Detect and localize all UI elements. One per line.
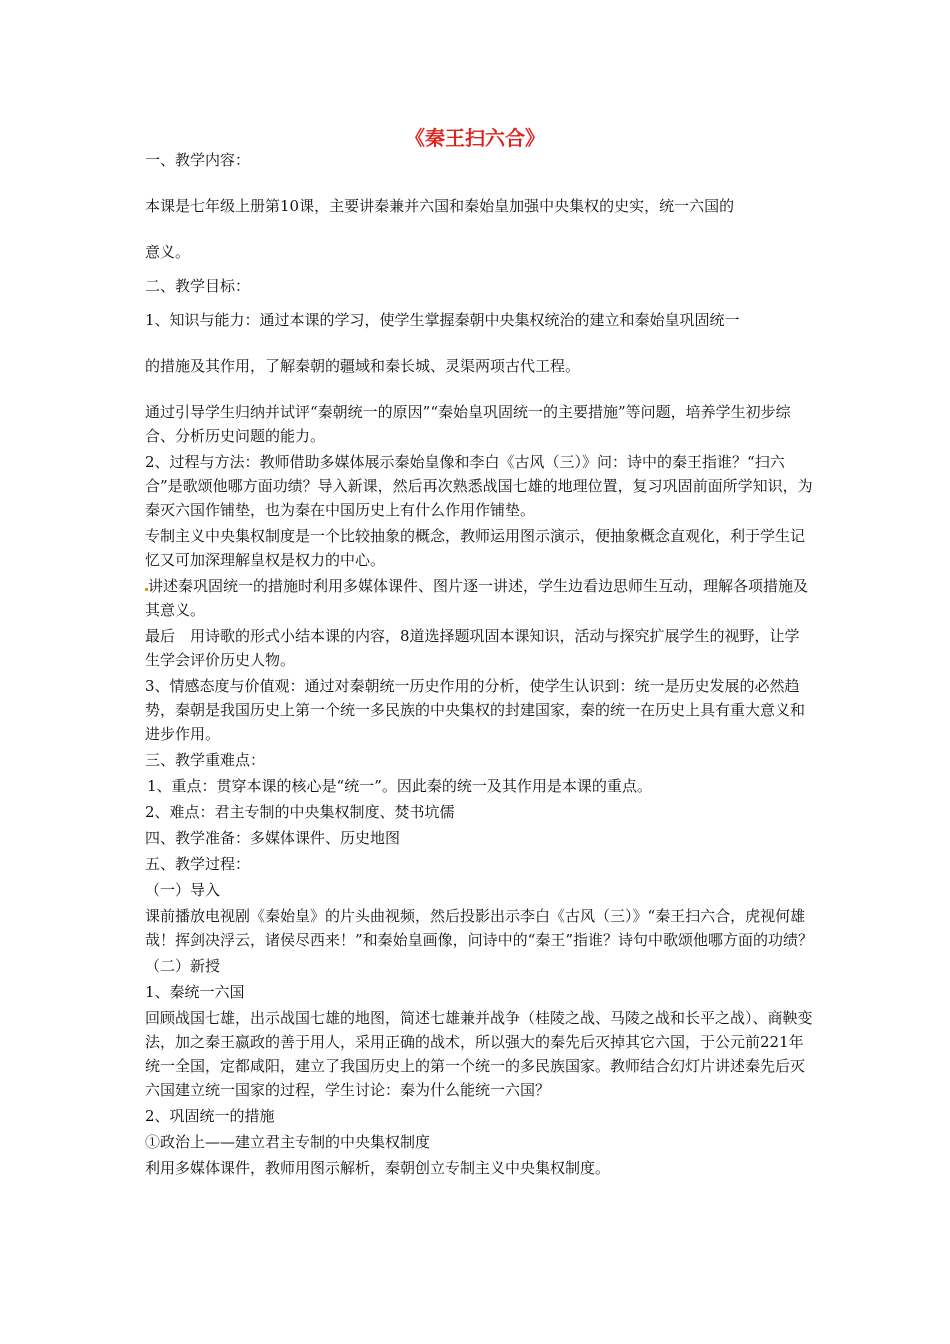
paragraph-guide: 通过引导学生归纳并试评“秦朝统一的原因”“秦始皇巩固统一的主要措施”等问题，培养学生初步综合、分析历史问题的能力。 [145, 403, 791, 445]
paragraph-key-point: 1、重点：贯穿本课的核心是“统一”。因此秦的统一及其作用是本课的重点。 [147, 777, 652, 795]
paragraph-finally: 最后 用诗歌的形式小结本课的内容，8道选择题巩固本课知识，活动与探究扩展学生的视野，让学生学会评价历史人物。 [145, 627, 800, 669]
subheading-political: ①政治上——建立君主专制的中央集权制度 [145, 1133, 431, 1151]
paragraph-knowledge-line1: 1、知识与能力：通过本课的学习，使学生掌握秦朝中央集权统治的建立和秦始皇巩固统一 [145, 311, 740, 329]
paragraph-intro: 课前播放电视剧《秦始皇》的片头曲视频，然后投影出示李白《古风（三）》“秦王扫六合，虎视何雄哉！挥剑决浮云，诸侯尽西来！”和秦始皇画像，问诗中的“秦王”指谁？诗句中歌颂他哪方面的功绩？ [145, 907, 814, 949]
paragraph-content-line1: 本课是七年级上册第10课，主要讲秦兼并六国和秦始皇加强中央集权的史实，统一六国的 [145, 197, 735, 215]
section-heading-goals: 二、教学目标： [145, 277, 251, 295]
subheading-new-lesson: （二）新授 [145, 957, 221, 975]
paragraph-attitude: 3、情感态度与价值观：通过对秦朝统一历史作用的分析，使学生认识到：统一是历史发展的必然趋势，秦朝是我国历史上第一个统一多民族的中央集权的封建国家，秦的统一在历史上具有重大意义和进步作用。 [145, 677, 806, 743]
section-heading-content: 一、教学内容： [145, 151, 251, 169]
document-title: 《秦王扫六合》 [405, 126, 545, 150]
paragraph-unification: 回顾战国七雄，出示战国七雄的地图，简述七雄兼并战争（桂陵之战、马陵之战和长平之战）、商鞅变法，加之秦王嬴政的善于用人，采用正确的战术，所以强大的秦先后灭掉其它六国，于公元前221年统一全国，定都咸阳，建立了我国历史上的第一个统一的多民族国家。教师结合幻灯片讲述秦先后灭六国建立统一国家的过程，学生讨论：秦为什么能统一六国？ [145, 1009, 813, 1099]
subheading-consolidation: 2、巩固统一的措施 [145, 1107, 275, 1125]
subheading-unification: 1、秦统一六国 [145, 983, 245, 1001]
paragraph-measures-text: 讲述秦巩固统一的措施时利用多媒体课件、图片逐一讲述，学生边看边思师生互动，理解各项措施及其意义。 [145, 577, 809, 619]
section-heading-key-points: 三、教学重难点： [145, 751, 266, 769]
paragraph-knowledge-line2: 的措施及其作用，了解秦朝的疆域和秦长城、灵渠两项古代工程。 [145, 357, 581, 375]
paragraph-difficulty: 2、难点：君主专制的中央集权制度、焚书坑儒 [145, 803, 455, 821]
paragraph-political: 利用多媒体课件，教师用图示解析，秦朝创立专制主义中央集权制度。 [145, 1159, 611, 1177]
paragraph-measures [145, 574, 813, 622]
section-heading-preparation: 四、教学准备：多媒体课件、历史地图 [145, 829, 401, 847]
paragraph-process: 2、过程与方法：教师借助多媒体展示秦始皇像和李白《古风（三）》问：诗中的秦王指谁？“扫六合”是歌颂他哪方面功绩？导入新课，然后再次熟悉战国七雄的地理位置，复习巩固前面所学知识，为秦灭六国作铺垫，也为秦在中国历史上有什么作用作铺垫。 [145, 453, 813, 519]
document-body [145, 148, 813, 1180]
paragraph-autocracy: 专制主义中央集权制度是一个比较抽象的概念，教师运用图示演示，便抽象概念直观化，利于学生记忆又可加深理解皇权是权力的中心。 [145, 527, 806, 569]
paragraph-content-line2: 意义。 [145, 243, 191, 261]
section-heading-process: 五、教学过程： [145, 855, 251, 873]
subheading-intro: （一）导入 [145, 881, 221, 899]
